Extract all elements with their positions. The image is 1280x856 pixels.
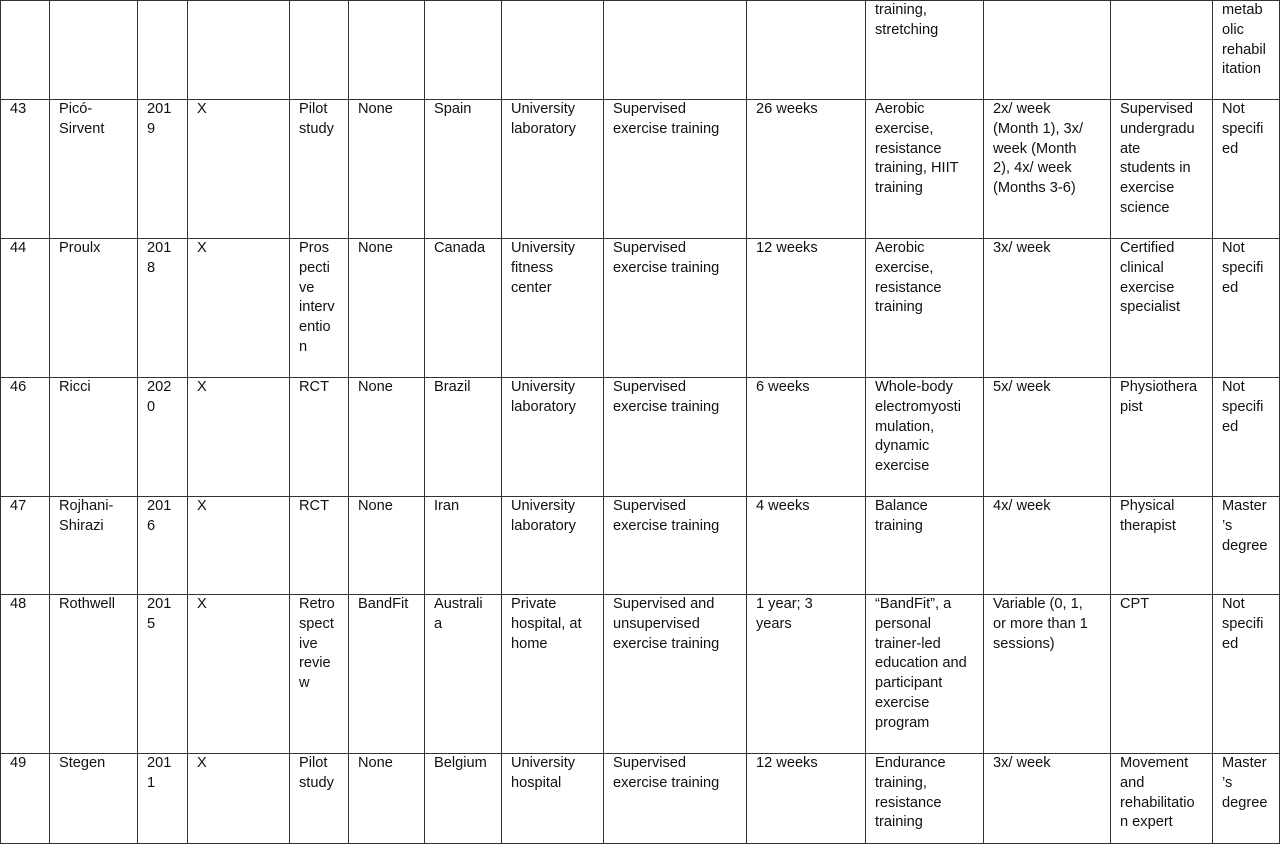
cell-country: Iran (425, 497, 502, 595)
cell-frequency (984, 1, 1111, 100)
cell-training-type: Supervised exercise training (604, 100, 747, 239)
cell-study-id (1, 1, 50, 100)
cell-study-id: 44 (1, 239, 50, 378)
cell-supervisor-qualification: Master ’s degree (1213, 497, 1280, 595)
cell-duration: 12 weeks (747, 239, 866, 378)
cell-design: RCT (290, 497, 349, 595)
cell-study-id: 48 (1, 595, 50, 754)
cell-supervisor-qualification: Not specifi ed (1213, 239, 1280, 378)
cell-author: Rothwell (50, 595, 138, 754)
cell-marker: X (188, 100, 290, 239)
cell-marker (188, 1, 290, 100)
cell-frequency: 2x/ week (Month 1), 3x/ week (Month 2), 4x/ week (Months 3-6) (984, 100, 1111, 239)
cell-setting: University laboratory (502, 100, 604, 239)
cell-marker: X (188, 497, 290, 595)
cell-duration: 4 weeks (747, 497, 866, 595)
cell-exercise-type: Whole-body electromyosti mulation, dynamic exercise (866, 378, 984, 497)
cell-supervisor: Supervised undergradu ate students in exercise science (1111, 100, 1213, 239)
cell-program (349, 1, 425, 100)
cell-design: Pilot study (290, 100, 349, 239)
cell-supervisor-qualification: Not specifi ed (1213, 100, 1280, 239)
cell-program: None (349, 239, 425, 378)
cell-country: Brazil (425, 378, 502, 497)
cell-marker: X (188, 754, 290, 844)
cell-program: None (349, 754, 425, 844)
cell-supervisor-qualification: Not specifi ed (1213, 595, 1280, 754)
cell-marker: X (188, 595, 290, 754)
cell-exercise-type: Endurance training, resistance training (866, 754, 984, 844)
cell-training-type: Supervised exercise training (604, 378, 747, 497)
cell-setting: Private hospital, at home (502, 595, 604, 754)
cell-program: BandFit (349, 595, 425, 754)
cell-exercise-type: Aerobic exercise, resistance training (866, 239, 984, 378)
cell-design: Pros pecti ve interv entio n (290, 239, 349, 378)
cell-marker: X (188, 239, 290, 378)
cell-country: Canada (425, 239, 502, 378)
cell-supervisor-qualification: metab olic rehabil itation (1213, 1, 1280, 100)
cell-year (138, 1, 188, 100)
table-row (1, 595, 1280, 754)
cell-duration: 26 weeks (747, 100, 866, 239)
table-row (1, 239, 1280, 378)
cell-supervisor: CPT (1111, 595, 1213, 754)
cell-marker: X (188, 378, 290, 497)
cell-design: Retro spect ive revie w (290, 595, 349, 754)
cell-exercise-type: “BandFit”, a personal trainer-led education and participant exercise program (866, 595, 984, 754)
cell-training-type: Supervised and unsupervised exercise training (604, 595, 747, 754)
cell-frequency: Variable (0, 1, or more than 1 sessions) (984, 595, 1111, 754)
cell-study-id: 43 (1, 100, 50, 239)
cell-author: Stegen (50, 754, 138, 844)
cell-year: 201 6 (138, 497, 188, 595)
cell-design: Pilot study (290, 754, 349, 844)
cell-country: Belgium (425, 754, 502, 844)
cell-supervisor-qualification: Not specifi ed (1213, 378, 1280, 497)
cell-training-type: Supervised exercise training (604, 239, 747, 378)
cell-duration (747, 1, 866, 100)
cell-author: Picó- Sirvent (50, 100, 138, 239)
cell-duration: 12 weeks (747, 754, 866, 844)
cell-setting: University fitness center (502, 239, 604, 378)
cell-year: 201 5 (138, 595, 188, 754)
cell-author: Ricci (50, 378, 138, 497)
cell-training-type: Supervised exercise training (604, 497, 747, 595)
cell-supervisor (1111, 1, 1213, 100)
table-row (1, 378, 1280, 497)
cell-frequency: 3x/ week (984, 239, 1111, 378)
cell-study-id: 47 (1, 497, 50, 595)
cell-author (50, 1, 138, 100)
cell-country: Spain (425, 100, 502, 239)
cell-setting (502, 1, 604, 100)
cell-supervisor: Movement and rehabilitatio n expert (1111, 754, 1213, 844)
cell-frequency: 3x/ week (984, 754, 1111, 844)
cell-study-id: 49 (1, 754, 50, 844)
cell-supervisor: Certified clinical exercise specialist (1111, 239, 1213, 378)
table-row (1, 1, 1280, 100)
table-row (1, 100, 1280, 239)
table-row (1, 754, 1280, 844)
cell-supervisor-qualification: Master ’s degree (1213, 754, 1280, 844)
cell-program: None (349, 100, 425, 239)
cell-study-id: 46 (1, 378, 50, 497)
cell-setting: University laboratory (502, 378, 604, 497)
cell-supervisor: Physical therapist (1111, 497, 1213, 595)
cell-author: Proulx (50, 239, 138, 378)
cell-program: None (349, 497, 425, 595)
cell-program: None (349, 378, 425, 497)
cell-training-type (604, 1, 747, 100)
cell-author: Rojhani- Shirazi (50, 497, 138, 595)
cell-exercise-type: Aerobic exercise, resistance training, HIIT training (866, 100, 984, 239)
cell-supervisor: Physiothera pist (1111, 378, 1213, 497)
cell-year: 201 8 (138, 239, 188, 378)
cell-year: 201 9 (138, 100, 188, 239)
cell-setting: University laboratory (502, 497, 604, 595)
cell-frequency: 5x/ week (984, 378, 1111, 497)
cell-duration: 6 weeks (747, 378, 866, 497)
cell-exercise-type: training, stretching (866, 1, 984, 100)
cell-exercise-type: Balance training (866, 497, 984, 595)
cell-setting: University hospital (502, 754, 604, 844)
cell-country: Australi a (425, 595, 502, 754)
cell-training-type: Supervised exercise training (604, 754, 747, 844)
cell-year: 201 1 (138, 754, 188, 844)
cell-country (425, 1, 502, 100)
cell-design (290, 1, 349, 100)
table-row (1, 497, 1280, 595)
cell-duration: 1 year; 3 years (747, 595, 866, 754)
cell-year: 202 0 (138, 378, 188, 497)
cell-design: RCT (290, 378, 349, 497)
cell-frequency: 4x/ week (984, 497, 1111, 595)
